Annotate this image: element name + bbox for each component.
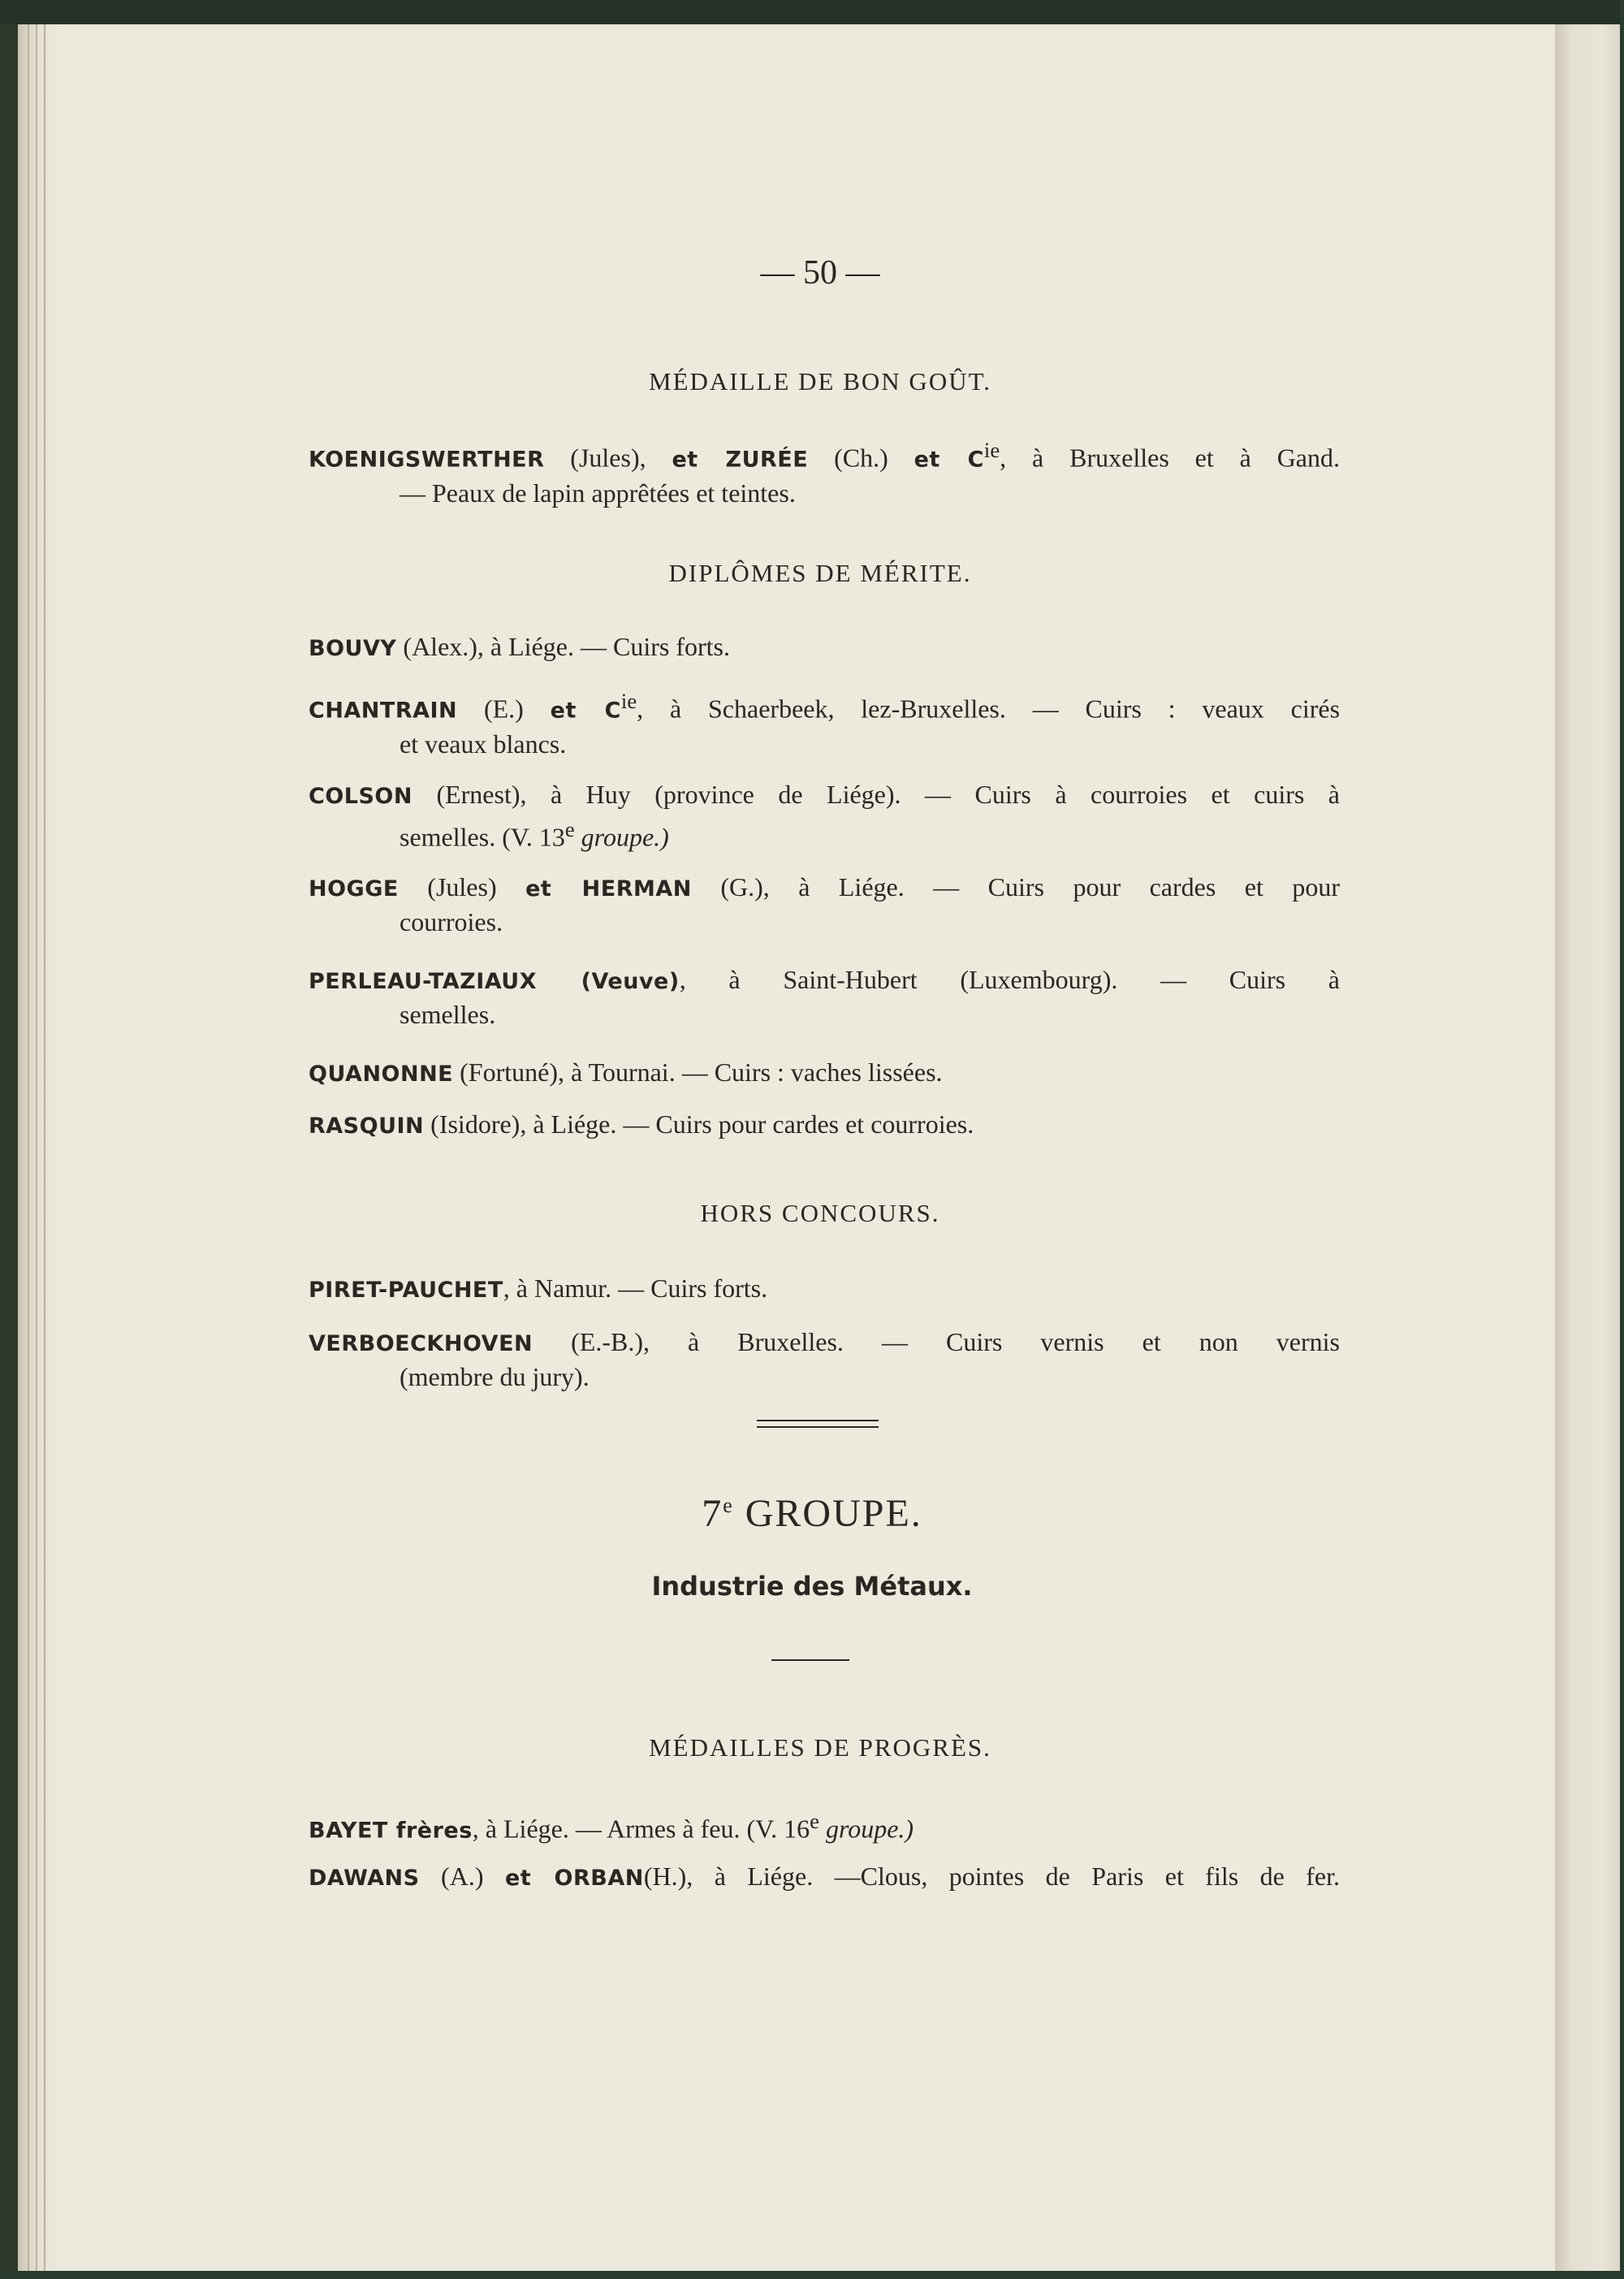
entry-first-line: [309, 1108, 1340, 1143]
entry-rasquin: [309, 1108, 1340, 1143]
entry-text: (Jules),: [544, 443, 672, 473]
double-rule-divider: [757, 1420, 879, 1428]
exhibitor-name: ZURÉE: [698, 447, 809, 473]
entry-first-line: [309, 1805, 1340, 1848]
entry-first-line: [309, 963, 1340, 998]
entry-continuation: — Peaux de lapin apprêtées et teintes.: [400, 478, 796, 508]
entry-continuation: et veaux blancs.: [400, 729, 567, 759]
superscript: ie: [983, 438, 1000, 462]
entry-first-line: [309, 685, 1340, 728]
group-title: [568, 1491, 1056, 1536]
entry-first-line: [309, 434, 1340, 477]
exhibitor-name: PIRET-PAUCHET: [309, 1278, 503, 1303]
entry-text: , à Namur. — Cuirs forts.: [503, 1274, 768, 1303]
entry-text: (E.-B.), à Bruxelles. — Cuirs vernis et non vernis: [533, 1327, 1340, 1356]
entry-first-line: [309, 778, 1340, 813]
entry-text: semelles. (V. 13: [400, 822, 565, 852]
entry-text: , à Bruxelles et à Gand.: [1000, 443, 1341, 473]
exhibitor-name: ORBAN: [531, 1866, 644, 1891]
entry-text: , à Saint-Hubert (Luxembourg). — Cuirs à: [679, 965, 1340, 994]
short-rule-divider: [771, 1659, 849, 1661]
entry-text: (Alex.), à Liége. — Cuirs forts.: [396, 632, 730, 661]
entry-text-italic: groupe.): [574, 822, 669, 852]
exhibitor-name: PERLEAU-TAZIAUX: [309, 969, 538, 994]
section-heading-bon-gout: MÉDAILLE DE BON GOÛT.: [649, 367, 991, 396]
entry-koenigswerther: [309, 434, 1340, 509]
company-abbrev: C: [939, 447, 984, 473]
entry-quanonne: [309, 1056, 1340, 1091]
superscript: ie: [620, 689, 637, 713]
entry-colson: [309, 778, 1340, 854]
conjunction: et: [914, 447, 940, 473]
entry-continuation: (membre du jury).: [400, 1362, 590, 1391]
exhibitor-name: CHANTRAIN: [309, 698, 458, 724]
entry-first-line: [309, 1860, 1340, 1895]
superscript: e: [723, 1494, 734, 1517]
entry-text: , à Liége. — Armes à feu. (V. 16: [472, 1814, 810, 1844]
exhibitor-name: COLSON: [309, 784, 412, 809]
superscript: e: [564, 817, 575, 841]
entry-chantrain: [309, 685, 1340, 760]
entry-text: (G.), à Liége. — Cuirs pour cardes et pour: [691, 872, 1341, 902]
entry-hogge: [309, 871, 1340, 938]
entry-text: (Jules): [398, 872, 526, 902]
entry-first-line: [309, 871, 1340, 906]
entry-continuation: courroies.: [400, 907, 503, 936]
conjunction: et: [504, 1866, 532, 1891]
exhibitor-name: QUANONNE: [309, 1062, 454, 1087]
entry-perleau: [309, 963, 1340, 1031]
entry-continuation: semelles.: [400, 1000, 496, 1029]
exhibitor-name: RASQUIN: [309, 1114, 425, 1139]
section-heading-progres: MÉDAILLES DE PROGRÈS.: [649, 1733, 991, 1762]
conjunction: et: [525, 876, 552, 902]
entry-verboeckhoven: [309, 1325, 1340, 1393]
page-number: — 50 —: [760, 254, 880, 292]
entry-piret: [309, 1272, 1340, 1307]
entry-text: (H.), à Liége. —Clous, pointes de Paris et fils de fer.: [643, 1862, 1341, 1891]
entry-first-line: [309, 1272, 1340, 1307]
entry-first-line: [309, 1325, 1340, 1360]
entry-continuation: [309, 813, 1340, 854]
entry-text: , à Schaerbeek, lez-Bruxelles. — Cuirs : veaux cirés: [637, 694, 1341, 724]
entry-text: (Fortuné), à Tournai. — Cuirs : vaches lissées.: [453, 1057, 943, 1087]
entry-dawans: [309, 1860, 1340, 1895]
company-abbrev: C: [576, 698, 621, 724]
exhibitor-name: KOENIGSWERTHER: [309, 447, 545, 473]
entry-first-line: [309, 1056, 1340, 1091]
exhibitor-name: DAWANS: [309, 1866, 420, 1891]
entry-text-italic: groupe.): [818, 1814, 914, 1844]
entry-bouvy: [309, 630, 1340, 665]
entry-text: (Isidore), à Liége. — Cuirs pour cardes et courroies.: [424, 1109, 974, 1139]
exhibitor-name: BOUVY: [309, 636, 397, 661]
group-subtitle: Industrie des Métaux.: [651, 1571, 973, 1602]
exhibitor-name: HOGGE: [309, 876, 399, 902]
superscript: e: [810, 1809, 819, 1833]
section-heading-hors-concours: HORS CONCOURS.: [700, 1199, 940, 1227]
exhibitor-name: HERMAN: [551, 876, 692, 902]
conjunction: et: [672, 447, 698, 473]
section-heading-merite: DIPLÔMES DE MÉRITE.: [668, 559, 972, 587]
exhibitor-name: BAYET: [309, 1818, 388, 1844]
group-title-text: GROUPE.: [733, 1492, 922, 1535]
group-number: 7: [702, 1492, 723, 1535]
exhibitor-qualifier: (Veuve): [537, 969, 680, 994]
entry-text: (E.): [457, 694, 551, 724]
exhibitor-name: VERBOECKHOVEN: [309, 1331, 533, 1356]
entry-first-line: [309, 630, 1340, 665]
exhibitor-qualifier: frères: [387, 1818, 473, 1844]
entry-text: (Ch.): [808, 443, 914, 473]
conjunction: et: [550, 698, 577, 724]
entry-bayet: [309, 1805, 1340, 1848]
entry-text: (Ernest), à Huy (province de Liége). — Cuirs à courroies et cuirs à: [412, 780, 1340, 809]
entry-text: (A.): [419, 1862, 505, 1891]
